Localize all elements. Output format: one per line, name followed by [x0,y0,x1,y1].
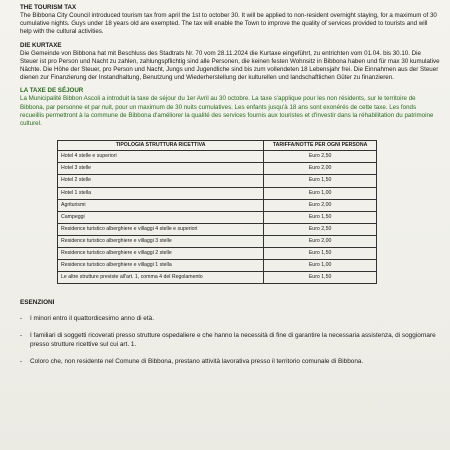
table-row [58,151,377,163]
list-item [20,314,440,324]
header-accommodation-type: TIPOLOGIA STRUTTURA RICETTIVA [58,141,264,151]
cell-type: Residence turistico alberghiere e villaggi 1 stella [58,260,264,272]
list-item [20,331,440,350]
section-text: The Bibbona City Council introduced tourism tax from april the 1st to october 30. It will be applied to non-resident overnight staying, for a maximum of 30 cumulative nights. Guys under 18 years old are exempted. The tax will enable the Town to improve the quality of services provided to tourists and will help with the cultural activities. [20,12,437,36]
cell-type: Residence turistico alberghiere e villaggi 4 stelle e superiori [58,223,264,235]
cell-type: Hotel 2 stelle [58,175,264,187]
exemption-text: I familiari di soggetti ricoverati presso strutture ospedaliere e che hanno la necessità di fine di garantire la necessaria assistenza, di soggiornare presso strutture ricettive sul cui art. 1. [30,331,436,349]
cell-type: Hotel 4 stelle e superiori [58,151,264,163]
cell-rate: Euro 1,00 [264,187,377,199]
cell-rate: Euro 2,50 [264,151,377,163]
cell-rate: Euro 2,50 [264,223,377,235]
table-row [58,175,377,187]
cell-rate: Euro 1,50 [264,247,377,259]
bullet-marker: - [20,331,23,339]
cell-rate: Euro 1,00 [264,260,377,272]
table-row [58,272,377,284]
exemption-text: Coloro che, non residente nel Comune di Bibbona, prestano attività lavorativa presso il territorio comunale di Bibbona. [30,357,364,365]
exemptions-title: ESENZIONI [20,299,55,307]
table-row [58,163,377,175]
table-row [58,247,377,259]
section-title: THE TOURISM TAX [20,4,77,11]
list-item [20,357,440,367]
exemption-text: I minori entro il quattordicesimo anno di età. [30,315,154,323]
bullet-marker: - [20,357,23,365]
cell-rate: Euro 1,50 [264,272,377,284]
section-text: Die Gemeinde von Bibbona hat mit Beschluss des Stadtrats Nr. 70 vom 28.11.2024 die Kurtaxe eingeführt, zu entrichten vom 01.04. bis 30.10. Die Steuer ist pro Person und Nacht zu zahlen, zahlungspflichtig sind alle Personen, die keinen festen Wohnsitz in Bibbona haben und für max 30 kumulative Nächte. Die Höhe der Steuer, pro Person und Nacht, Jungs und Jugendliche sind bis zum vollendeten 18 Lebensjahr frei. Die Einnahmen aus der Steuer dienen zur Finanzierung der Instandhaltung, Benutzung und Wiederherstellung der kulturellen und landschaftlichen Güter zu finanzieren. [20,49,440,82]
table-row [58,235,377,247]
bullet-marker: - [20,315,23,323]
cell-type: Agriturismi [58,199,264,211]
cell-rate: Euro 2,00 [264,235,377,247]
cell-type: Hotel 3 stelle [58,163,264,175]
section-french [20,87,440,128]
table-header-row [58,141,377,151]
cell-type: Campeggi [58,211,264,223]
section-german [20,42,440,83]
header-rate: TARIFFA/NOTTE PER OGNI PERSONA [264,141,377,151]
table-row [58,199,377,211]
rates-table-wrapper [57,140,377,284]
cell-rate: Euro 2,00 [264,163,377,175]
exemptions-section [20,299,440,366]
section-title: LA TAXE DE SÉJOUR [20,87,84,95]
table-row [58,223,377,235]
cell-rate: Euro 2,00 [264,199,377,211]
cell-type: Hotel 1 stella [58,187,264,199]
section-text: La Municipalité Bibbon Ascoli a introduit la taxe de séjour du 1er Avril au 30 octobre. La taxe s'applique pour les non résidents, sur le territoire de Bibbona, par personne et par nuit, pour un maximum de 30 nuits cumulatives. Les enfants jusqu'à 18 ans sont exonérés de cette taxe. Les fonds recueillis permettront à la commune de Bibbona d'améliorer la qualité des services fournis aux touristes et d'investir dans la réhabilitation du patrimoine culturel. [20,95,434,128]
section-english [20,4,440,37]
table-row [58,211,377,223]
cell-rate: Euro 1,50 [264,175,377,187]
section-title: DIE KURTAXE [20,41,62,49]
table-row [58,187,377,199]
cell-type: Residence turistico alberghiere e villaggi 3 stelle [58,235,264,247]
rates-table [57,140,377,284]
cell-type: Le altre strutture previste all'art. 1, comma 4 del Regolamento [58,272,264,284]
cell-type: Residence turistico alberghiere e villaggi 2 stelle [58,247,264,259]
cell-rate: Euro 1,50 [264,211,377,223]
table-row [58,260,377,272]
